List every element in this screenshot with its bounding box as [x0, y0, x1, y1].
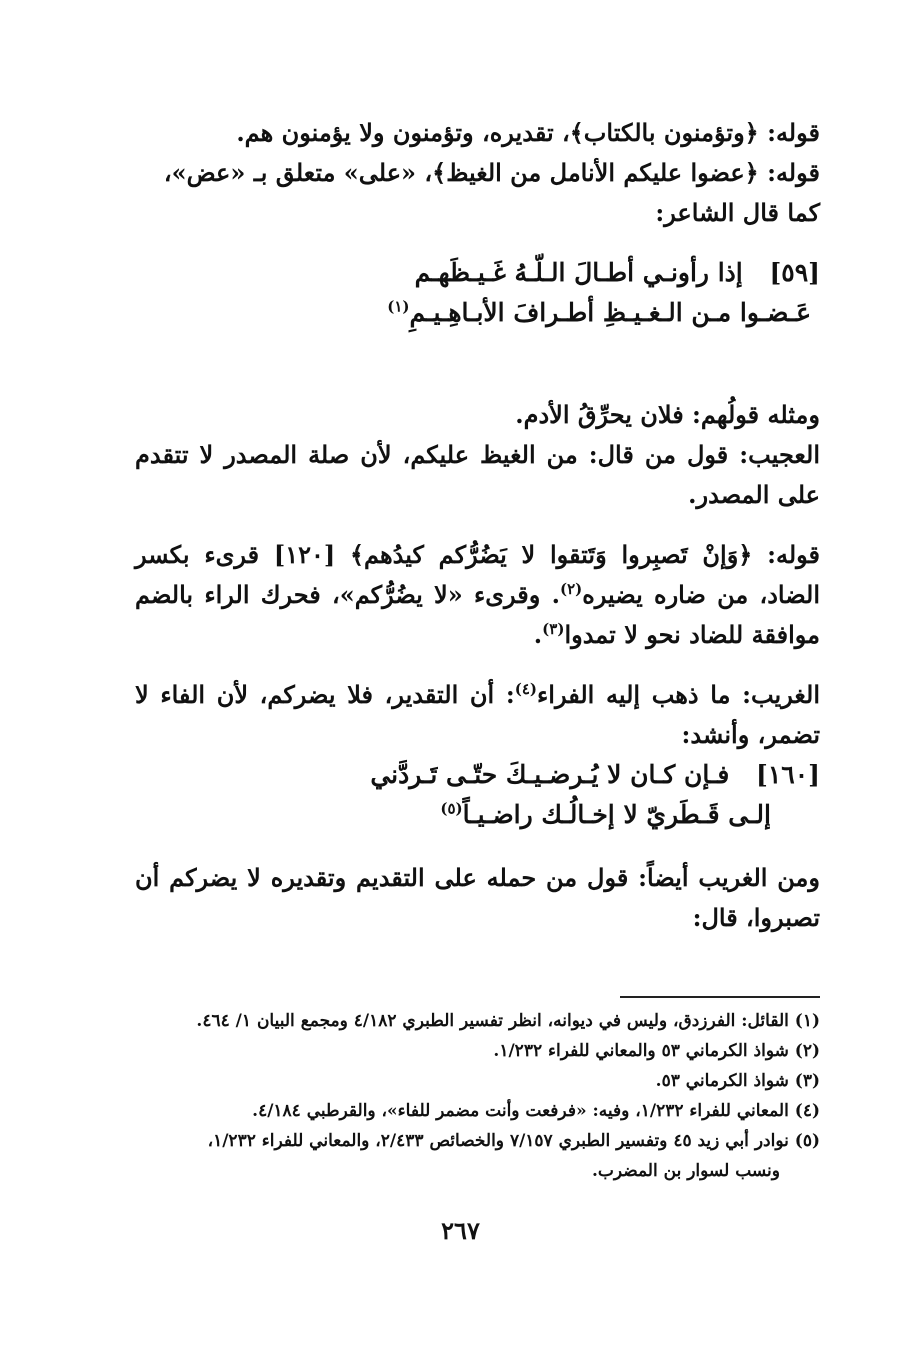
- footnote-ref: (٢): [559, 580, 583, 598]
- verse-hemistich-first: إذا رأونـي أطـالَ الـلّـهُ غَـيـظَهـم: [414, 258, 743, 287]
- closing-block: [135, 858, 820, 938]
- line-adam: ومثله قولُهم: فلان يحرِّقُ الأدم.: [515, 400, 820, 429]
- footnote-2: (٢) شواذ الكرماني ٥٣ والمعاني للفراء ١/٢٣٢.: [493, 1041, 820, 1061]
- commentary-block: [135, 395, 820, 755]
- footnotes: [140, 1006, 820, 1186]
- footnote-4: (٤) المعاني للفراء ١/٢٣٢، وفيه: «فرفعت وأنت مضمر للفاء»، والقرطبي ٤/١٨٤.: [252, 1101, 820, 1121]
- verse-59-line2: [387, 298, 811, 327]
- footnote-ref: (٥): [440, 799, 463, 818]
- page-number: ٢٦٧: [441, 1216, 480, 1245]
- footnote-5: (٥) نوادر أبي زيد ٤٥ وتفسير الطبري ٧/١٥٧ والخصائص ٢/٤٣٣، والمعاني للفراء ١/٢٣٢،: [207, 1131, 820, 1151]
- footnote-separator: [620, 996, 820, 998]
- line-tasbiru: قوله: ﴿وَإنْ تَصبِروا وَتَتقوا لا يَضُرُّكم كيدُهم﴾ [١٢٠] قرىء بكسر الضاد، من ضاره يضيره$^{(٢)}$. وقرىء «لا يضُرُّكم»، فحرك الراء بالضم موافقة للضاد نحو لا تمدوا$^{(٣)}$.: [135, 540, 821, 649]
- line-addu: قوله: ﴿عضوا عليكم الأنامل من الغيظ﴾، «على» متعلق بـ «عض»،: [163, 158, 820, 187]
- line-poet-intro: كما قال الشاعر:: [655, 198, 820, 227]
- verse-hemistich-first: فـإن كـان لا يُـرضـيـكَ حتّـى تَـردَّني: [370, 760, 730, 789]
- verse-160-line2: [440, 800, 771, 829]
- intro-block: [135, 113, 820, 233]
- verse-number: [٥٩]: [769, 258, 820, 287]
- footnote-3: (٣) شواذ الكرماني ٥٣.: [655, 1071, 820, 1091]
- verse-number: [١٦٠]: [756, 760, 820, 789]
- line-ajib: العجيب: قول من قال: من الغيظ عليكم، لأن صلة المصدر لا تتقدم على المصدر.: [135, 440, 820, 509]
- line-gharib: الغريب: ما ذهب إليه الفراء$^{(٤)}$: أن التقدير، فلا يضركم، لأن الفاء لا تضمر، وأنشد:: [135, 680, 820, 749]
- footnote-1: (١) القائل: الفرزدق، وليس في ديوانه، انظر تفسير الطبري ٤/١٨٢ ومجمع البيان ١/ ٤٦٤.: [196, 1011, 820, 1031]
- line-tuminun: قوله: ﴿وتؤمنون بالكتاب﴾، تقديره، وتؤمنون ولا يؤمنون هم.: [236, 118, 820, 147]
- verse-hemistich-second: إلـى قَـطَريّ لا إخـالُـك راضـيـاً: [462, 800, 771, 829]
- verse-59-line1: [415, 258, 820, 287]
- verse-160-line1: [370, 760, 820, 789]
- footnote-ref: (١): [387, 297, 410, 316]
- line-taqdim: ومن الغريب أيضاً: قول من حمله على التقديم وتقديره لا يضركم أن تصبروا، قال:: [135, 863, 820, 932]
- footnote-ref: (٣): [542, 620, 565, 638]
- footnote-5-continued: ونسب لسوار بن المضرب.: [591, 1161, 780, 1181]
- footnote-ref: (٤): [514, 680, 537, 698]
- verse-hemistich-second: عَـضـوا مـن الـغـيـظِ أطـرافَ الأبـاهِـيـمِ: [409, 298, 811, 327]
